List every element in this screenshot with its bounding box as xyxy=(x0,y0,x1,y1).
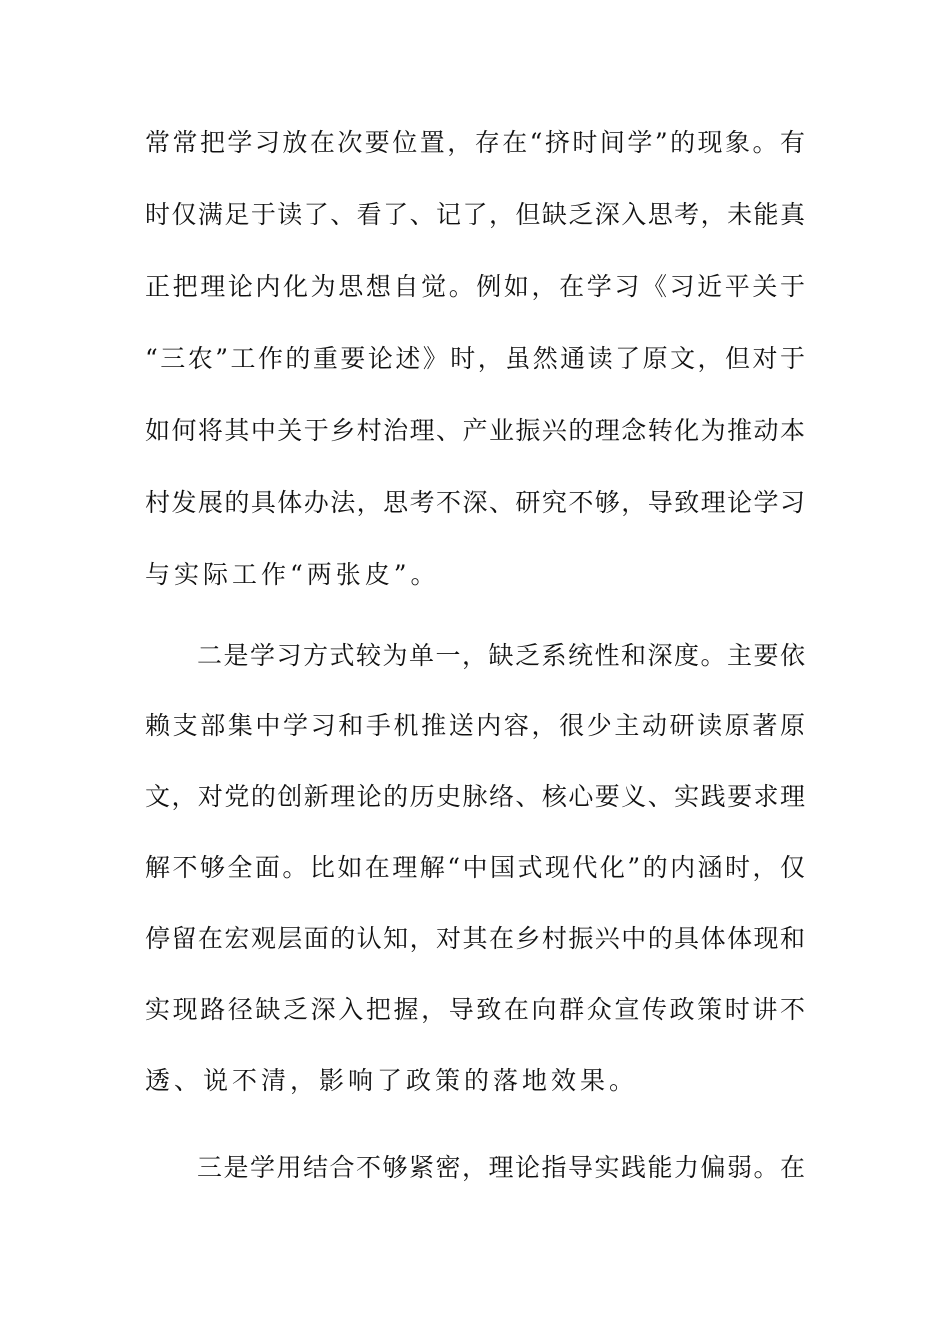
text-line: 赖支部集中学习和手机推送内容，很少主动研读原著原 xyxy=(145,711,805,740)
text-line: 村发展的具体办法，思考不深、研究不够，导致理论学习 xyxy=(145,488,805,517)
text-line: 透、说不清，影响了政策的落地效果。 xyxy=(145,1066,639,1095)
text-line: 正把理论内化为思想自觉。例如，在学习《习近平关于 xyxy=(145,272,805,301)
text-line: 时仅满足于读了、看了、记了，但缺乏深入思考，未能真 xyxy=(145,200,805,229)
text-line: 二是学习方式较为单一，缺乏系统性和深度。主要依 xyxy=(197,641,805,670)
text-line: 文，对党的创新理论的历史脉络、核心要义、实践要求理 xyxy=(145,782,805,811)
text-line: 如何将其中关于乡村治理、产业振兴的理念转化为推动本 xyxy=(145,416,805,445)
text-line: 常常把学习放在次要位置，存在“挤时间学”的现象。有 xyxy=(145,128,805,157)
text-line: 三是学用结合不够紧密，理论指导实践能力偏弱。在 xyxy=(197,1153,805,1182)
text-line: 实现路径缺乏深入把握，导致在向群众宣传政策时讲不 xyxy=(145,995,805,1024)
text-line: 与实际工作“两张皮”。 xyxy=(145,560,440,589)
text-line: 解不够全面。比如在理解“中国式现代化”的内涵时，仅 xyxy=(145,853,805,882)
text-line: 停留在宏观层面的认知，对其在乡村振兴中的具体体现和 xyxy=(145,924,805,953)
text-line: “三农”工作的重要论述》时，虽然通读了原文，但对于 xyxy=(145,344,805,373)
